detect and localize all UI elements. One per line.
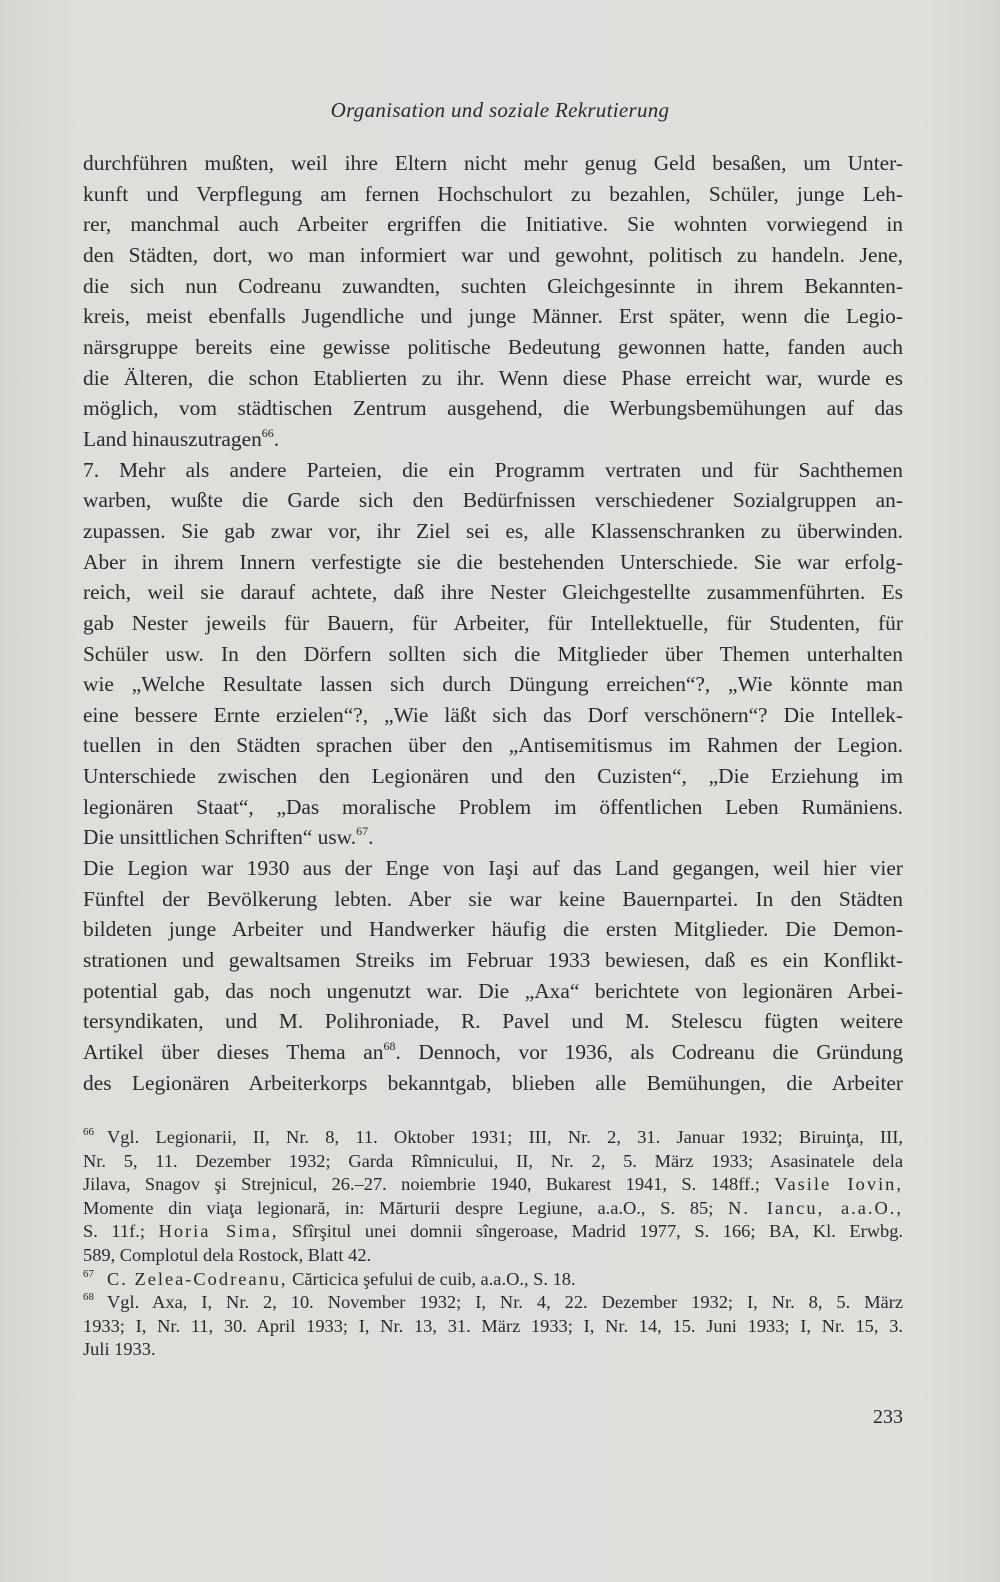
body-line: potential gab, das noch ungenutzt war. Die „Axa“ berichtete von legionären Arbei- bbox=[83, 978, 903, 1003]
footnote-author: N. Iancu, a.a.O., bbox=[728, 1197, 903, 1218]
body-line: wie „Welche Resultate lassen sich durch Düngung erreichen“?, „Wie könnte man bbox=[83, 672, 903, 697]
body-line: Die Legion war 1930 aus der Enge von Iaşi auf das Land gegangen, weil hier vier bbox=[83, 856, 903, 881]
footnote-text: S. 11f.; bbox=[83, 1221, 159, 1242]
body-line-text: . Dennoch, vor 1936, als Codreanu die Gründung bbox=[395, 1040, 903, 1065]
body-line: Unterschiede zwischen den Legionären und den Cuzisten“, „Die Erziehung im bbox=[83, 764, 903, 789]
body-line-text: Die unsittlichen Schriften“ usw. bbox=[83, 825, 357, 850]
body-line: des Legionären Arbeiterkorps bekanntgab, blieben alle Bemühungen, die Arbeiter bbox=[83, 1070, 903, 1095]
body-line: die sich nun Codreanu zuwandten, suchten Gleichgesinnte in ihrem Bekannten- bbox=[83, 273, 903, 298]
body-line: närsgruppe bereits eine gewisse politische Bedeutung gewonnen hatte, fanden auch bbox=[83, 334, 903, 359]
body-line: reich, weil sie darauf achtete, daß ihre Nester Gleichgestellte zusammenführten. Es bbox=[83, 580, 903, 605]
footnote-text: Momente din viaţa legionară, in: Mărturii despre Legiune, a.a.O., S. 85; bbox=[83, 1197, 714, 1218]
body-line: tersyndikaten, und M. Polihroniade, R. Pavel und M. Stelescu fügten weitere bbox=[83, 1009, 903, 1034]
footnote-line bbox=[83, 1173, 903, 1197]
body-line: kunft und Verpflegung am fernen Hochschulort zu bezahlen, Schüler, junge Leh- bbox=[83, 181, 903, 206]
footnote-line: 1933; I, Nr. 11, 30. April 1933; I, Nr. 13, 31. März 1933; I, Nr. 14, 15. Juni 1933; I, Nr. 15, 3. bbox=[83, 1315, 903, 1336]
footnote-line: Nr. 5, 11. Dezember 1932; Garda Rîmnicului, II, Nr. 2, 5. März 1933; Asasinatele dela bbox=[83, 1150, 903, 1171]
body-line bbox=[83, 424, 903, 455]
body-line: 7. Mehr als andere Parteien, die ein Programm vertraten und für Sachthemen bbox=[83, 457, 903, 482]
footnote-line bbox=[83, 1220, 903, 1244]
body-line: Aber in ihrem Innern verfestigte sie die bestehenden Unterschiede. Sie war erfolg- bbox=[83, 549, 903, 574]
body-line bbox=[83, 1037, 903, 1068]
footnotes bbox=[83, 1126, 903, 1362]
body-line: legionären Staat“, „Das moralische Problem im öffentlichen Leben Rumäniens. bbox=[83, 794, 903, 819]
footnote-text: Vgl. Legionarii, II, Nr. 8, 11. Oktober 1931; III, Nr. 2, 31. Januar 1932; Biruinţa, III, bbox=[107, 1127, 903, 1147]
footnote-line: 66 Vgl. Legionarii, II, Nr. 8, 11. Oktober 1931; III, Nr. 2, 31. Januar 1932; Biruinţa, III, bbox=[83, 1126, 903, 1147]
footnote-author: Vasile Iovin, bbox=[774, 1174, 903, 1195]
body-line: tuellen in den Städten sprachen über den „Antisemitismus im Rahmen der Legion. bbox=[83, 733, 903, 758]
body-line bbox=[83, 822, 903, 853]
footnote-author: Horia Sima, bbox=[158, 1221, 279, 1242]
footnote-text: Jilava, Snagov şi Strejnicul, 26.–27. noiembrie 1940, Bukarest 1941, S. 148ff.; bbox=[83, 1174, 760, 1195]
body-line: bildeten junge Arbeiter und Handwerker häufig die ersten Mitglieder. Die Demon- bbox=[83, 917, 903, 942]
footnote-66 bbox=[83, 1126, 903, 1268]
body-line: strationen und gewaltsamen Streiks im Februar 1933 bewiesen, daß es ein Konflikt- bbox=[83, 948, 903, 973]
body-line: möglich, vom städtischen Zentrum ausgehend, die Werbungsbemühungen auf das bbox=[83, 396, 903, 421]
footnote-line: Juli 1933. bbox=[83, 1339, 156, 1360]
footnote-line bbox=[83, 1197, 903, 1221]
running-head: Organisation und soziale Rekrutierung bbox=[330, 98, 670, 122]
footnote-67 bbox=[83, 1268, 903, 1292]
page-number: 233 bbox=[873, 1406, 903, 1428]
body-line-text: . bbox=[368, 825, 374, 850]
body-line: durchführen mußten, weil ihre Eltern nicht mehr genug Geld besaßen, um Unter- bbox=[83, 151, 903, 175]
body-line: den Städten, dort, wo man informiert war und gewohnt, politisch zu handeln. Jene, bbox=[83, 242, 903, 267]
body-line: die Älteren, die schon Etablierten zu ihr. Wenn diese Phase erreicht war, wurde es bbox=[83, 365, 903, 390]
footnote-author: C. Zelea-Codreanu, bbox=[107, 1268, 288, 1289]
footnote-line: 68 Vgl. Axa, I, Nr. 2, 10. November 1932; I, Nr. 4, 22. Dezember 1932; I, Nr. 8, 5. März bbox=[83, 1291, 903, 1313]
body-line-text: . bbox=[273, 426, 280, 451]
body-line: kreis, meist ebenfalls Jugendliche und junge Männer. Erst später, wenn die Legio- bbox=[83, 304, 903, 329]
footnote-ref-66[interactable]: 66 bbox=[261, 425, 274, 440]
footnote-68 bbox=[83, 1291, 903, 1362]
footnote-text: Cărticica şefului de cuib, a.a.O., S. 18. bbox=[287, 1268, 576, 1289]
body-line: gab Nester jeweils für Bauern, für Arbeiter, für Intellektuelle, für Studenten, für bbox=[83, 610, 903, 635]
body-line-text: Land hinauszutragen bbox=[83, 426, 262, 451]
footnote-text: Sfîrşitul unei domnii sîngeroase, Madrid 1977, S. 166; BA, Kl. Erwbg. bbox=[278, 1221, 904, 1242]
body-line: Fünftel der Bevölkerung lebten. Aber sie war keine Bauernpartei. In den Städten bbox=[83, 886, 903, 911]
body-text bbox=[83, 148, 903, 1098]
body-line: warben, wußte die Garde sich den Bedürfnissen verschiedener Sozialgruppen an- bbox=[83, 488, 903, 513]
body-line: eine bessere Ernte erzielen“?, „Wie läßt sich das Dorf verschönern“? Die Intellek- bbox=[83, 702, 903, 727]
footnote-ref-68[interactable]: 68 bbox=[383, 1039, 396, 1054]
body-line-text: Artikel über dieses Thema an bbox=[83, 1040, 384, 1065]
body-line: Schüler usw. In den Dörfern sollten sich die Mitglieder über Themen unterhalten bbox=[83, 641, 903, 666]
footnote-text: Vgl. Axa, I, Nr. 2, 10. November 1932; I, Nr. 4, 22. Dezember 1932; I, Nr. 8, 5. März bbox=[107, 1292, 903, 1313]
body-line: rer, manchmal auch Arbeiter ergriffen die Initiative. Sie wohnten vorwiegend in bbox=[83, 212, 903, 237]
body-line: zupassen. Sie gab zwar vor, ihr Ziel sei es, alle Klassenschranken zu überwinden. bbox=[83, 518, 903, 543]
footnote-ref-67[interactable]: 67 bbox=[356, 824, 369, 839]
footnote-line: 589, Complotul dela Rostock, Blatt 42. bbox=[83, 1244, 372, 1265]
footnote-line: 67 C. Zelea-Codreanu, Cărticica şefului de cuib, a.a.O., S. 18. bbox=[83, 1267, 576, 1289]
